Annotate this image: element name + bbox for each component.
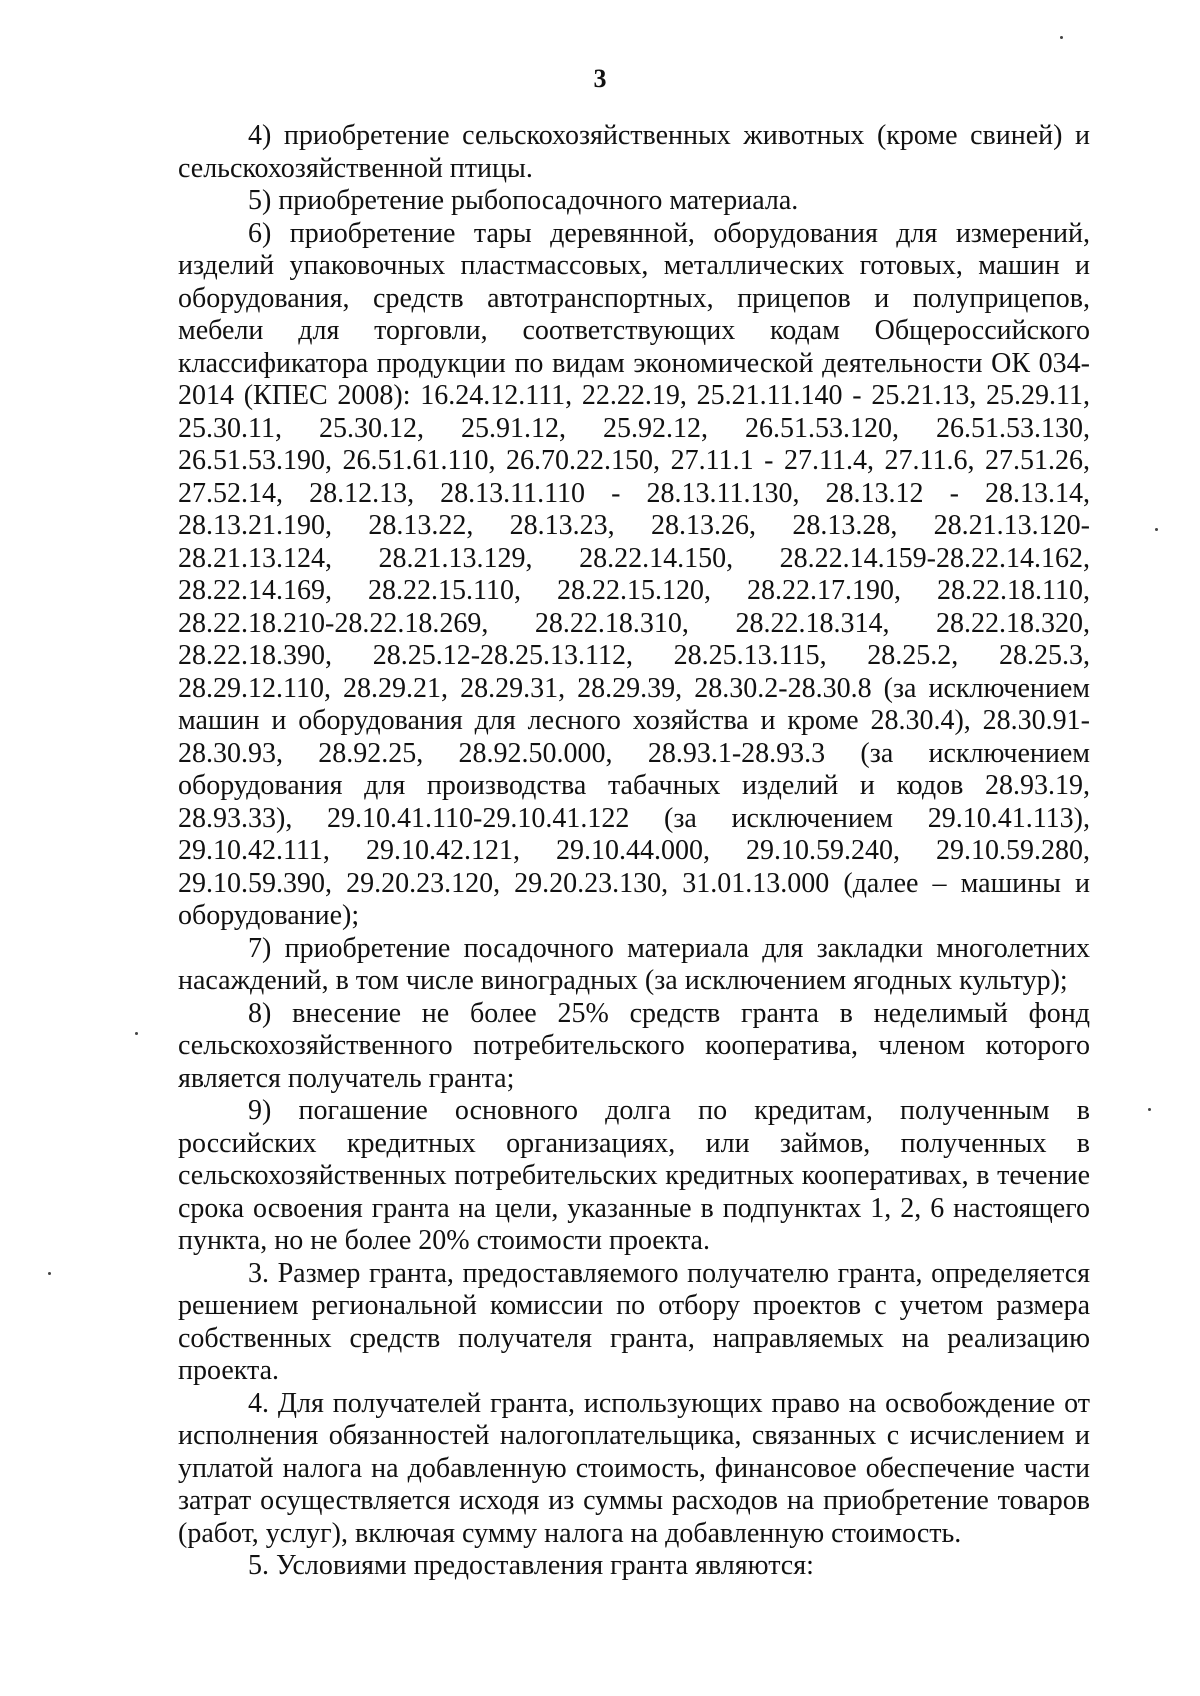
paragraph-section-5: 5. Условиями предоставления гранта являются: — [248, 1550, 814, 1581]
paragraph-item-7: 7) приобретение посадочного материала для закладки многолетних насаждений, в том числе виноградных (за исключением ягодных культур); — [178, 932, 1090, 996]
paragraph-item-5: 5) приобретение рыбопосадочного материала. — [248, 185, 799, 216]
paragraph-item-4: 4) приобретение сельскохозяйственных животных (кроме свиней) и сельскохозяйственной птицы. — [178, 120, 1090, 184]
paragraph-item-9: 9) погашение основного долга по кредитам, полученным в российских кредитных организациях, или займов, полученных в сельскохозяйственных потребительских кредитных кооперативах, в течение срока освоения гранта на цели, указанные в подпунктах 1, 2, 6 настоящего пункта, но не более 20% стоимости проекта. — [178, 1095, 1090, 1256]
scan-speck — [48, 1272, 51, 1275]
paragraph-item-6: 6) приобретение тары деревянной, оборудования для измерений, изделий упаковочных пластмассовых, металлических готовых, машин и оборудования, средств автотранспортных, прицепов и полуприцепов, мебели для торговли, соответствующих кодам Общероссийского классификатора продукции по видам экономической деятельности ОК 034-2014 (КПЕС 2008): 16.24.12.111, 22.22.19, 25.21.11.140 - 25.21.13, 25.29.11, 25.30.11, 25.30.12, 25.91.12, 25.92.12, 26.51.53.120, 26.51.53.130, 26.51.53.190, 26.51.61.110, 26.70.22.150, 27.11.1 - 27.11.4, 27.11.6, 27.51.26, 27.52.14, 28.12.13, 28.13.11.110 - 28.13.11.130, 28.13.12 - 28.13.14, 28.13.21.190, 28.13.22, 28.13.23, 28.13.26, 28.13.28, 28.21.13.120-28.21.13.124, 28.21.13.129, 28.22.14.150, 28.22.14.159-28.22.14.162, 28.22.14.169, 28.22.15.110, 28.22.15.120, 28.22.17.190, 28.22.18.110, 28.22.18.210-28.22.18.269, 28.22.18.310, 28.22.18.314, 28.22.18.320, 28.22.18.390, 28.25.12-28.25.13.112, 28.25.13.115, 28.25.2, 28.25.3, 28.29.12.110, 28.29.21, 28.29.31, 28.29.39, 28.30.2-28.30.8 (за исключением машин и оборудования для лесного хозяйства и кроме 28.30.4), 28.30.91-28.30.93, 28.92.25, 28.92.50.000, 28.93.1-28.93.3 (за исключением оборудования для производства табачных изделий и кодов 28.93.19, 28.93.33), 29.10.41.110-29.10.41.122 (за исключением 29.10.41.113), 29.10.42.111, 29.10.42.121, 29.10.44.000, 29.10.59.240, 29.10.59.280, 29.10.59.390, 29.20.23.120, 29.20.23.130, 31.01.13.000 (далее – машины и оборудование); — [178, 217, 1090, 931]
page-number: 3 — [593, 64, 607, 93]
scan-speck — [135, 1032, 138, 1035]
document-body — [178, 120, 1090, 1583]
scan-speck — [1060, 36, 1063, 39]
paragraph-section-4: 4. Для получателей гранта, использующих право на освобождение от исполнения обязанностей налогоплательщика, связанных с исчислением и уплатой налога на добавленную стоимость, финансовое обеспечение части затрат осуществляется исходя из суммы расходов на приобретение товаров (работ, услуг), включая сумму налога на добавленную стоимость. — [178, 1387, 1090, 1549]
paragraph-item-8: 8) внесение не более 25% средств гранта в неделимый фонд сельскохозяйственного потребительского кооператива, членом которого является получатель гранта; — [178, 997, 1090, 1094]
paragraph-section-3: 3. Размер гранта, предоставляемого получателю гранта, определяется решением региональной комиссии по отбору проектов с учетом размера собственных средств получателя гранта, направляемых на реализацию проекта. — [178, 1257, 1090, 1386]
scan-speck — [1148, 1108, 1151, 1111]
scan-speck — [1155, 528, 1158, 531]
